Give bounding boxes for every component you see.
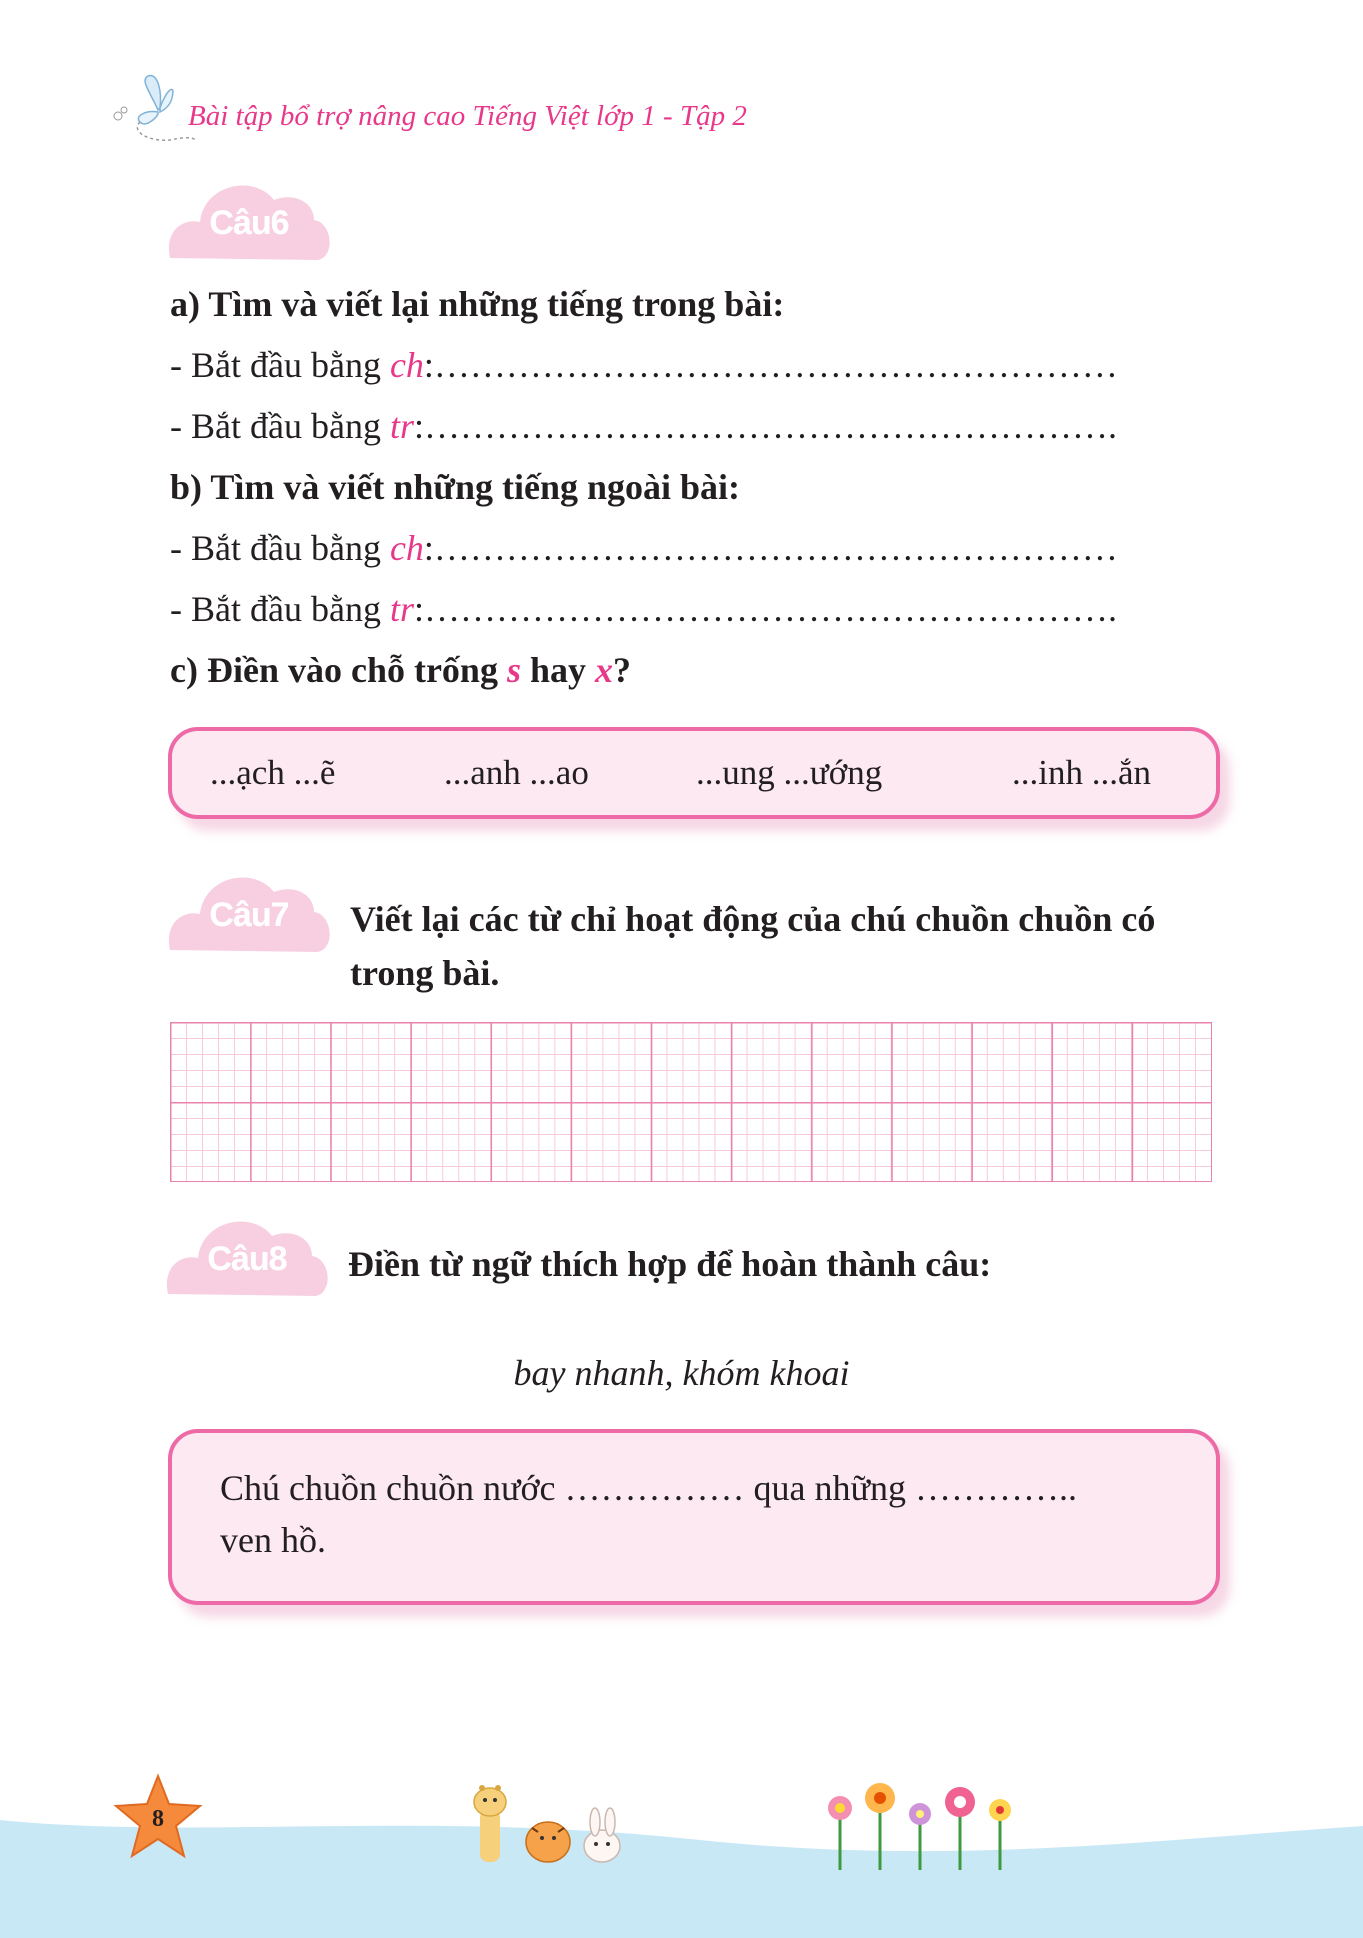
question-6-label: Câu6 bbox=[209, 204, 289, 242]
question-7-badge bbox=[164, 862, 334, 962]
question-6-badge bbox=[164, 170, 334, 270]
question-8-label: Câu8 bbox=[207, 1240, 287, 1278]
line-prefix: - Bắt đầu bằng bbox=[170, 528, 390, 568]
question-7-label: Câu7 bbox=[209, 896, 289, 934]
q6-part-b-title: b) Tìm và viết những tiếng ngoài bài: bbox=[170, 467, 741, 507]
q6-a-ch-line bbox=[170, 344, 1118, 386]
sentence-line-2: ven hồ. bbox=[220, 1520, 326, 1560]
sentence-box bbox=[168, 1429, 1220, 1605]
tr-label: tr bbox=[389, 589, 414, 629]
q6-b-ch-line bbox=[170, 527, 1118, 569]
line-prefix: - Bắt đầu bằng bbox=[170, 406, 390, 446]
footer-wave bbox=[0, 1800, 1363, 1938]
tr-label: tr bbox=[389, 406, 414, 446]
answer-blank[interactable]: :…………………………………………………. bbox=[413, 589, 1117, 629]
answer-blank[interactable]: :………………………………………………… bbox=[423, 345, 1118, 385]
q8-prompt: Điền từ ngữ thích hợp để hoàn thành câu: bbox=[348, 1244, 992, 1284]
s-letter: s bbox=[506, 650, 521, 690]
butterfly-icon bbox=[110, 72, 200, 152]
answer-blank[interactable]: :………………………………………………… bbox=[423, 528, 1118, 568]
fill-item[interactable]: ...inh ...ắn bbox=[1012, 753, 1152, 792]
page-number: 8 bbox=[152, 1806, 164, 1832]
answer-blank[interactable]: :…………………………………………………. bbox=[413, 406, 1117, 446]
q6-part-a-title: a) Tìm và viết lại những tiếng trong bài: bbox=[170, 284, 785, 324]
q6-part-c-title: c) Điền vào chỗ trống s hay x? bbox=[170, 650, 632, 690]
question-8-badge bbox=[162, 1206, 332, 1306]
q7-prompt-line2: trong bài. bbox=[350, 953, 500, 993]
handwriting-grid[interactable] bbox=[170, 1022, 1212, 1182]
fill-in-box bbox=[168, 727, 1220, 819]
word-bank: bay nhanh, khóm khoai bbox=[513, 1353, 850, 1393]
fill-item[interactable]: ...ung ...ướng bbox=[696, 753, 883, 792]
ch-label: ch bbox=[389, 345, 424, 385]
fill-item[interactable]: ...ạch ...ẽ bbox=[210, 753, 336, 792]
sentence-line-1[interactable]: Chú chuồn chuồn nước …………… qua những ………….. bbox=[220, 1468, 1077, 1508]
q6-b-tr-line bbox=[170, 588, 1117, 630]
line-prefix: - Bắt đầu bằng bbox=[170, 345, 390, 385]
ch-label: ch bbox=[389, 528, 424, 568]
animals-decoration-icon bbox=[462, 1780, 642, 1870]
fill-item[interactable]: ...anh ...ao bbox=[444, 753, 589, 792]
q7-prompt-line1: Viết lại các từ chỉ hoạt động của chú chuồn chuồn có bbox=[350, 899, 1156, 939]
x-letter: x bbox=[595, 650, 614, 690]
book-title: Bài tập bổ trợ nâng cao Tiếng Việt lớp 1 - Tập 2 bbox=[188, 100, 747, 132]
flowers-decoration-icon bbox=[810, 1772, 1030, 1872]
q6-a-tr-line bbox=[170, 405, 1117, 447]
line-prefix: - Bắt đầu bằng bbox=[170, 589, 390, 629]
